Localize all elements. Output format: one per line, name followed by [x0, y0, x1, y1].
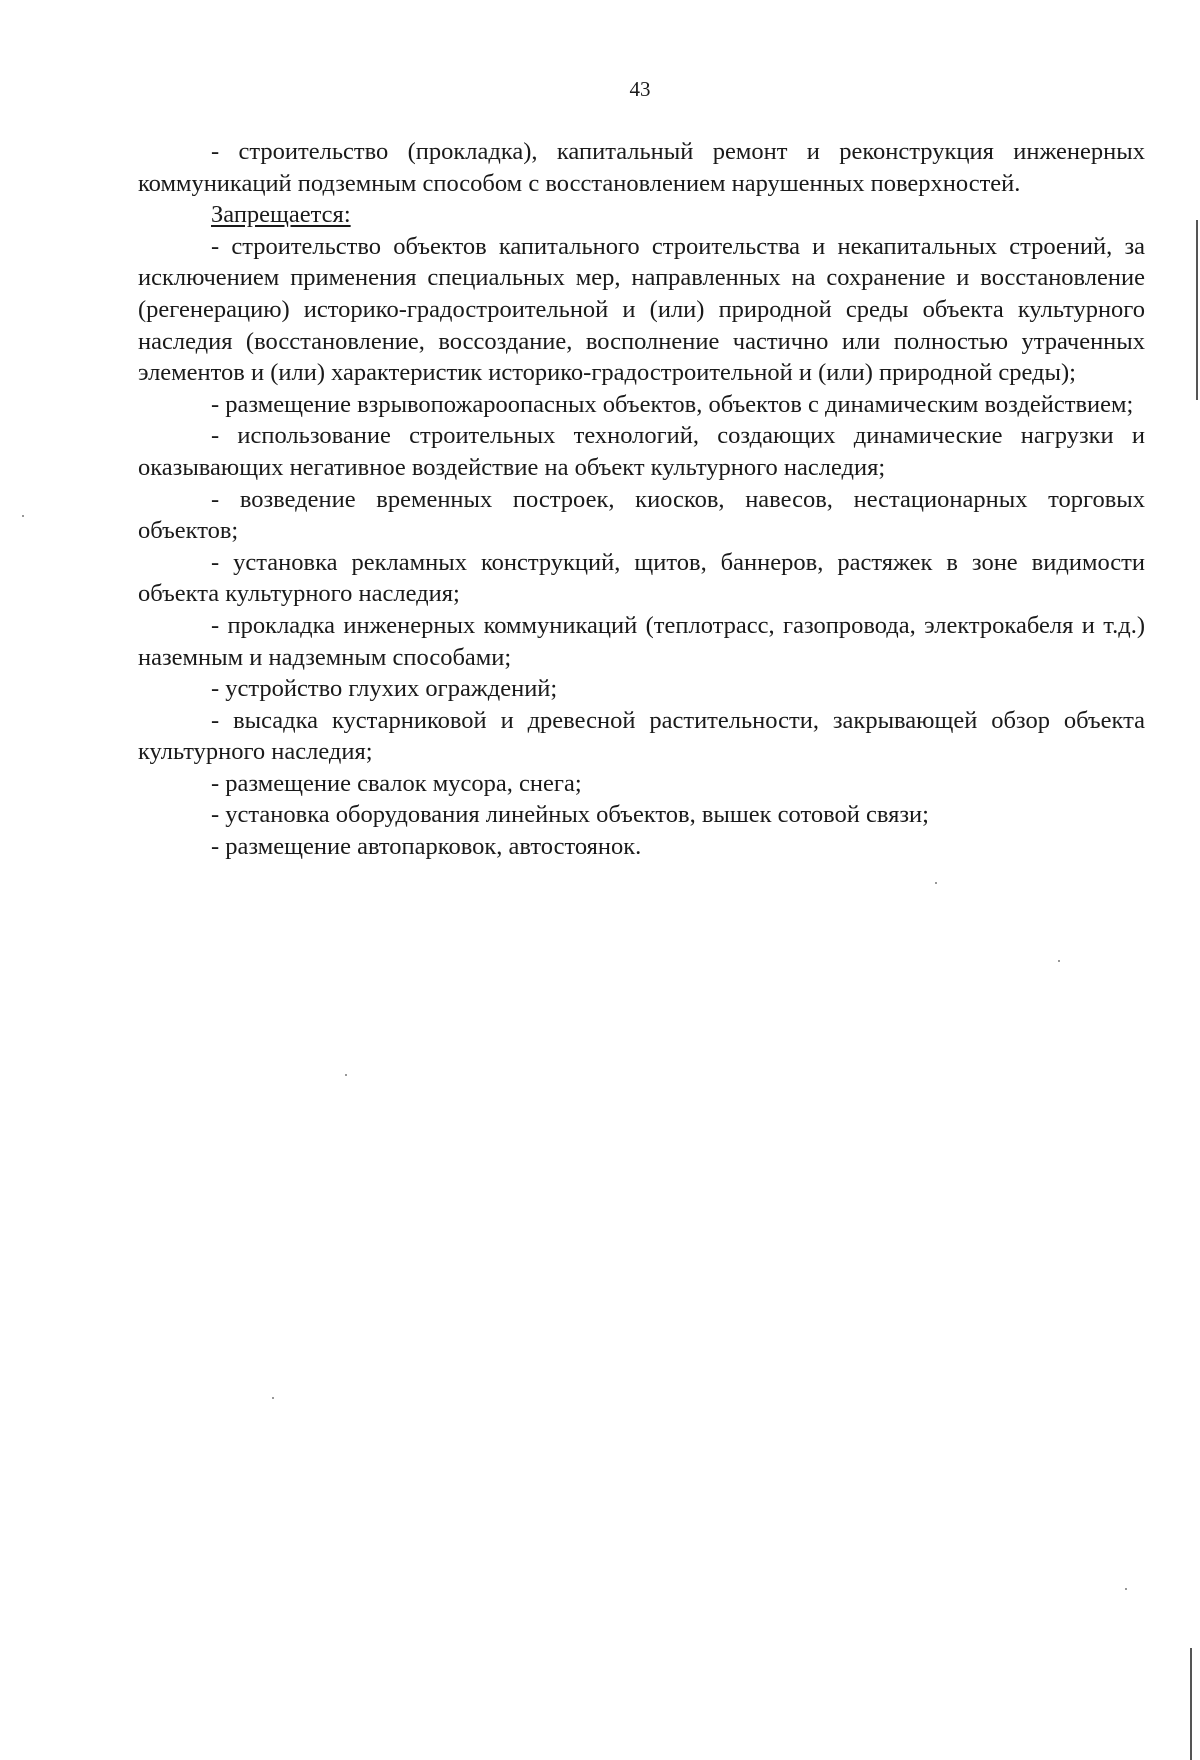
page-number: 43: [629, 77, 651, 101]
scan-speck: [345, 1074, 347, 1076]
prohibition-item: - установка оборудования линейных объектов, вышек сотовой связи;: [211, 801, 929, 829]
prohibition-item: - размещение автопарковок, автостоянок.: [211, 833, 642, 861]
intro-paragraph: - строительство (прокладка), капитальный ремонт и реконструкция инженерных коммуникаций подземным способом с восстановлением нарушенных поверхностей.: [138, 138, 1145, 197]
scan-speck: [1058, 960, 1060, 962]
scan-edge-line: [1196, 220, 1198, 400]
document-body: [138, 136, 1145, 863]
prohibition-item: - прокладка инженерных коммуникаций (теплотрасс, газопровода, электрокабеля и т.д.) наземным и надземным способами;: [138, 611, 1145, 671]
section-heading: [138, 199, 1145, 231]
prohibition-item: - размещение взрывопожароопасных объектов, объектов с динамическим воздействием;: [211, 390, 1134, 418]
prohibition-item: - размещение свалок мусора, снега;: [211, 769, 582, 797]
prohibition-item: - высадка кустарниковой и древесной растительности, закрывающей обзор объекта культурного наследия;: [138, 706, 1145, 766]
prohibition-item: - устройство глухих ограждений;: [211, 675, 558, 703]
prohibition-item: - использование строительных технологий, создающих динамические нагрузки и оказывающих негативное воздействие на объект культурного наследия;: [138, 422, 1145, 481]
scan-speck: [272, 1397, 274, 1399]
prohibition-item: - установка рекламных конструкций, щитов, баннеров, растяжек в зоне видимости объекта культурного наследия;: [138, 548, 1145, 608]
scan-speck: [22, 515, 24, 517]
scan-speck: [1125, 1588, 1127, 1590]
prohibition-item: - возведение временных построек, киосков, навесов, нестационарных торговых объектов;: [138, 485, 1145, 545]
scan-speck: [935, 882, 937, 884]
prohibition-item: - строительство объектов капитального строительства и некапитальных строений, за исключением применения специальных мер, направленных на сохранение и восстановление (регенерацию) историко-градостроительной и (или) природной среды объекта культурного наследия (восстановление, воссоздание, восполнение частично или полностью утраченных элементов и (или) характеристик историко-градостроительной и (или) природной среды);: [138, 232, 1145, 387]
section-heading-text: Запрещается:: [211, 201, 351, 229]
scan-edge-line: [1190, 1648, 1192, 1760]
